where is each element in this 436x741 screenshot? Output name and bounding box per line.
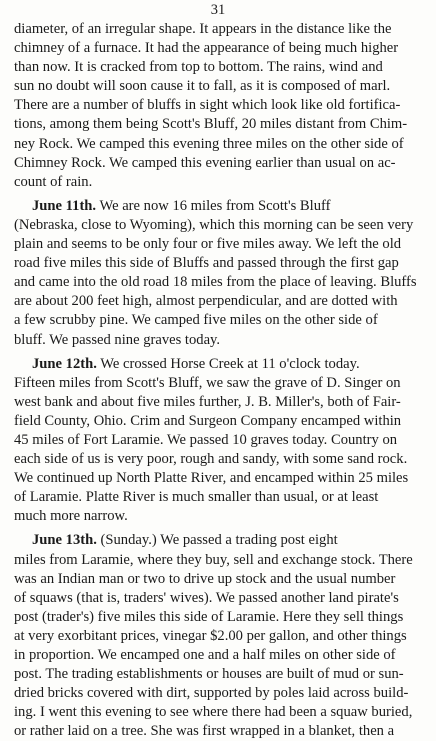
text-line	[14, 531, 434, 550]
text-line-continuation: (Sunday.) We passed a trading post eight	[100, 532, 338, 549]
text-line: a few scrubby pine. We camped five miles on the other side of	[14, 312, 378, 329]
text-line: in proportion. We encamped one and a half miles on other side of	[14, 647, 396, 663]
text-line: sun no doubt will soon cause it to fall, as it is composed of marl.	[14, 78, 391, 95]
text-line: of squaws (that is, traders' wives). We passed another land pirate's	[14, 589, 399, 606]
text-line: at very exorbitant prices, vinegar $2.00 per gallon, and other things	[14, 627, 407, 644]
text-line: are about 200 feet high, almost perpendicular, and are dotted with	[14, 293, 398, 310]
text-line: dried bricks covered with dirt, supported by poles laid across build-	[14, 685, 409, 702]
text-line: chimney of a furnace. It had the appearance of being much higher	[14, 40, 399, 57]
text-line: west bank and about five miles further, J. B. Miller's, both of Fair-	[14, 393, 401, 410]
text-line: ing. I went this evening to see where there had been a squaw buried,	[14, 704, 413, 721]
text-line	[14, 197, 434, 216]
paragraph-june-11	[14, 197, 434, 350]
text-line: was an Indian man or two to drive up stock and the usual number	[14, 570, 396, 587]
text-line: field County, Ohio. Crim and Surgeon Company encamped within	[14, 412, 402, 429]
text-line: There are a number of bluffs in sight which look like old fortifica-	[14, 97, 401, 114]
text-line-continuation: We crossed Horse Creek at 11 o'clock today.	[100, 355, 360, 372]
entry-date-heading: June 11th.	[32, 197, 97, 214]
text-line: tions, among them being Scott's Bluff, 20 miles distant from Chim-	[14, 116, 408, 133]
text-line: than now. It is cracked from top to bottom. The rains, wind and	[14, 59, 383, 76]
text-line	[14, 355, 434, 374]
text-line: Fifteen miles from Scott's Bluff, we saw the grave of D. Singer on	[14, 374, 401, 391]
text-line: diameter, of an irregular shape. It appears in the distance like the	[14, 21, 392, 37]
text-line: road five miles this side of Bluffs and passed through the first gap	[14, 255, 399, 272]
text-line: each side of us is very poor, rough and sandy, with some sand rock.	[14, 451, 408, 468]
text-line: much more narrow.	[14, 508, 128, 525]
text-line: post (trader's) five miles this side of Laramie. Here they sell things	[14, 608, 404, 625]
entry-date-heading: June 13th.	[32, 532, 97, 549]
text-line: count of rain.	[14, 173, 93, 190]
entry-date-heading: June 12th.	[32, 355, 97, 372]
paragraph-intro	[14, 20, 434, 192]
text-line: Chimney Rock. We camped this evening earlier than usual on ac-	[14, 154, 396, 171]
text-line-continuation: We are now 16 miles from Scott's Bluff	[99, 197, 331, 214]
text-line: (Nebraska, close to Wyoming), which this morning can be seen very	[14, 216, 414, 233]
text-line: bluff. We passed nine graves today.	[14, 331, 221, 348]
page-number: 31	[210, 2, 226, 18]
text-line: ney Rock. We camped this evening three miles on the other side of	[14, 135, 404, 152]
text-line: We continued up North Platte River, and encamped within 25 miles	[14, 470, 409, 487]
document-body	[14, 20, 434, 741]
text-line: 45 miles of Fort Laramie. We passed 10 graves today. Country on	[14, 431, 398, 448]
text-line: or rather laid on a tree. She was first wrapped in a blanket, then a	[14, 723, 395, 740]
paragraph-june-13	[14, 531, 434, 741]
text-line: plain and seems to be only four or five miles away. We left the old	[14, 236, 402, 253]
text-line: and came into the old road 18 miles from the place of leaving. Bluffs	[14, 274, 417, 291]
paragraph-june-12	[14, 355, 434, 527]
text-line: post. The trading establishments or houses are built of mud or sun-	[14, 666, 404, 683]
text-line: miles from Laramie, where they buy, sell and exchange stock. There	[14, 551, 413, 568]
text-line: of Laramie. Platte River is much smaller than usual, or at least	[14, 489, 379, 506]
